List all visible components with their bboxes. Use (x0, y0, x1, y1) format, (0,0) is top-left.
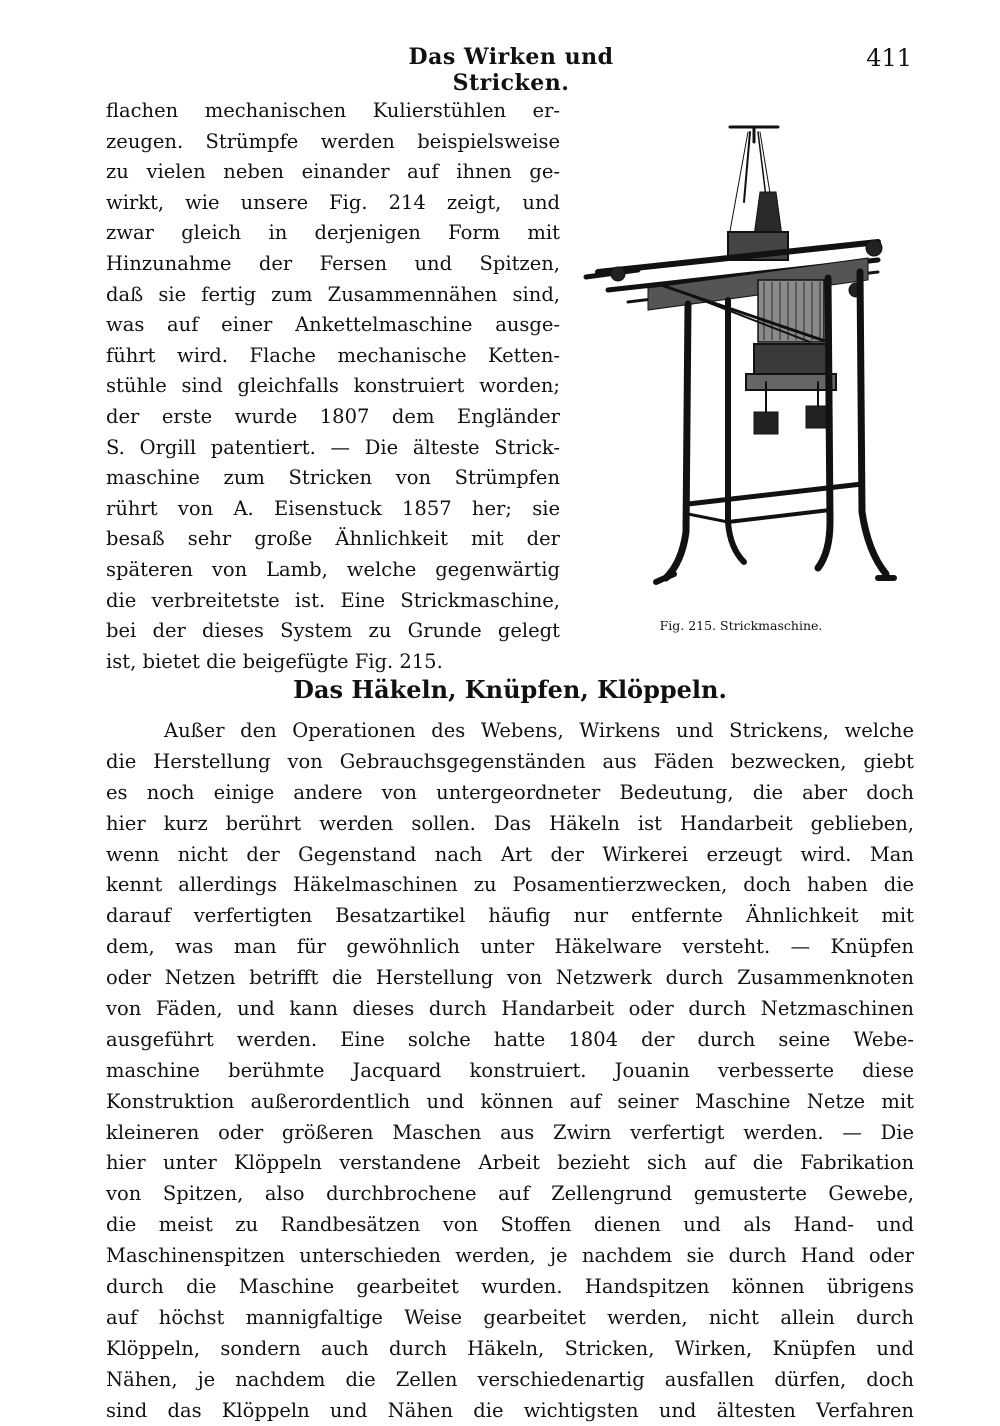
text-line: die Herstellung von Gebrauchsgegenständen aus Fäden bezwecken, giebt (106, 749, 914, 773)
text-line: oder Netzen betrifft die Herstellung von Netzwerk durch Zusammenknoten (106, 966, 914, 990)
text-line: besaß sehr große Ähnlichkeit mit der (106, 527, 560, 551)
text-line: zwar gleich in derjenigen Form mit (106, 221, 560, 245)
text-line: bei der dieses System zu Grunde gelegt (106, 619, 560, 643)
section-body-text (106, 716, 914, 1426)
text-line: zu vielen neben einander auf ihnen ge- (106, 160, 560, 184)
text-line: kleineren oder größeren Maschen aus Zwirn verfertigt werden. — Die (106, 1120, 914, 1144)
text-line: ausgeführt werden. Eine solche hatte 1804 der durch seine Webe- (106, 1027, 914, 1051)
text-line: späteren von Lamb, welche gegenwärtig (106, 557, 560, 581)
text-line: S. Orgill patentiert. — Die älteste Strick- (106, 435, 560, 459)
page-number: 411 (866, 44, 912, 72)
text-line: auf höchst mannigfaltige Weise gearbeitet werden, nicht allein durch (106, 1305, 914, 1329)
text-line: durch die Maschine gearbeitet wurden. Handspitzen können übrigens (106, 1275, 914, 1299)
text-line: Außer den Operationen des Webens, Wirkens und Strickens, welche (164, 719, 914, 742)
text-line: Maschinenspitzen unterschieden werden, je nachdem sie durch Hand oder (106, 1244, 914, 1268)
text-line: wirkt, wie unsere Fig. 214 zeigt, und (106, 190, 560, 214)
text-line: maschine berühmte Jacquard konstruiert. Jouanin verbesserte diese (106, 1058, 914, 1082)
knitting-machine-illustration (578, 112, 898, 598)
knitting-machine-figure (578, 112, 898, 622)
text-line: führt wird. Flache mechanische Ketten- (106, 343, 560, 367)
text-line: flachen mechanischen Kulierstühlen er- (106, 99, 560, 122)
text-line: darauf verfertigten Besatzartikel häufig nur entfernte Ähnlichkeit mit (106, 904, 914, 928)
text-line: ist, bietet die beigefügte Fig. 215. (106, 649, 443, 673)
text-line: von Spitzen, also durchbrochene auf Zellengrund gemusterte Gewebe, (106, 1182, 914, 1206)
text-line: Nähen, je nachdem die Zellen verschiedenartig ausfallen dürfen, doch (106, 1367, 914, 1391)
text-line: kennt allerdings Häkelmaschinen zu Posamentierzwecken, doch haben die (106, 873, 914, 897)
text-line: hier unter Klöppeln verstandene Arbeit bezieht sich auf die Fabrikation (106, 1151, 914, 1175)
text-line: der erste wurde 1807 dem Engländer (106, 404, 560, 428)
running-header-title: Das Wirken und Stricken. (408, 44, 614, 96)
section-heading: Das Häkeln, Knüpfen, Klöppeln. (293, 675, 727, 704)
text-line: die meist zu Randbesätzen von Stoffen dienen und als Hand- und (106, 1213, 914, 1237)
text-line: die verbreitetste ist. Eine Strickmaschine, (106, 588, 560, 612)
text-line: wenn nicht der Gegenstand nach Art der Wirkerei erzeugt wird. Man (106, 842, 914, 866)
figure-caption: Fig. 215. Strickmaschine. (659, 618, 823, 633)
text-line: zeugen. Strümpfe werden beispielsweise (106, 129, 560, 153)
text-line: Konstruktion außerordentlich und können auf seiner Maschine Netze mit (106, 1089, 914, 1113)
text-line: Klöppeln, sondern auch durch Häkeln, Stricken, Wirken, Knüpfen und (106, 1336, 914, 1360)
text-line: dem, was man für gewöhnlich unter Häkelware versteht. — Knüpfen (106, 935, 914, 959)
left-column-text (106, 96, 560, 677)
text-line: maschine zum Stricken von Strümpfen (106, 466, 560, 490)
text-line: stühle sind gleichfalls konstruiert worden; (106, 374, 560, 398)
text-line: was auf einer Ankettelmaschine ausge- (106, 313, 560, 337)
text-line: hier kurz berührt werden sollen. Das Häkeln ist Handarbeit geblieben, (106, 811, 914, 835)
text-line: rührt von A. Eisenstuck 1857 her; sie (106, 496, 560, 520)
text-line: von Fäden, und kann dieses durch Handarbeit oder durch Netzmaschinen (106, 997, 914, 1021)
text-line: daß sie fertig zum Zusammennähen sind, (106, 282, 560, 306)
text-line: Hinzunahme der Fersen und Spitzen, (106, 251, 560, 275)
text-line: sind das Klöppeln und Nähen die wichtigsten und ältesten Verfahren (106, 1398, 914, 1422)
text-line: es noch einige andere von untergeordneter Bedeutung, die aber doch (106, 780, 914, 804)
